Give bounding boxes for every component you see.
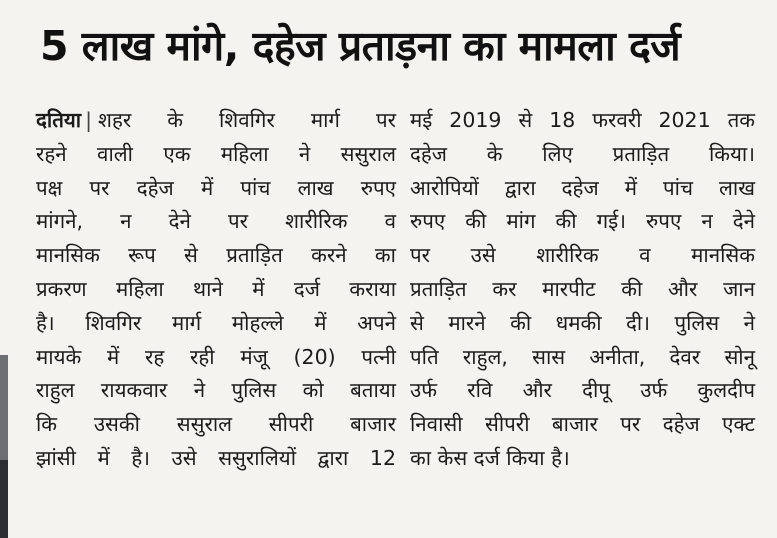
article-line: पर उसे शारीरिक व मानसिक [410,243,755,268]
dateline: दतिया [36,108,82,132]
article-line: पति राहुल, सास अनीता, देवर सोनू [410,344,755,369]
article-line: प्रताड़ित कर मारपीट की और जान [410,276,755,301]
article-line: मानसिक रूप से प्रताड़ित करने का [36,243,396,268]
article-line: है। शिवगिर मार्ग मोहल्ले में अपने [36,310,396,335]
article-line: रहने वाली एक महिला ने ससुराल [36,141,396,166]
article-line [36,104,396,138]
article-headline: 5 लाख मांगे, दहेज प्रताड़ना का मामला दर्ज [40,22,681,70]
article-column-left [36,104,396,476]
article-line: दहेज के लिए प्रताड़ित किया। [410,141,755,166]
article-line: झांसी में है। उसे ससुरालियों द्वारा 12 [36,445,396,470]
article-line: से मारने की धमकी दी। पुलिस ने [410,310,755,335]
article-line: मायके में रह रही मंजू (20) पत्नी [36,344,396,369]
article-text: शहर के शिवगिर मार्ग पर [98,108,396,132]
article-line: आरोपियों द्वारा दहेज में पांच लाख [410,175,755,200]
article-line: मांगने, न देने पर शारीरिक व [36,209,396,234]
dateline-separator: | [85,108,93,132]
article-line: उर्फ रवि और दीपू उर्फ कुलदीप [410,378,755,403]
article-column-right [410,104,755,476]
adjacent-photo-edge-dark [0,460,8,538]
article-line: प्रकरण महिला थाने में दर्ज कराया [36,276,396,301]
article-line: रुपए की मांग की गई। रुपए न देने [410,209,755,234]
article-line: का केस दर्ज किया है। [410,445,570,470]
article-line: पक्ष पर दहेज में पांच लाख रुपए [36,175,396,200]
article-line: राहुल रायकवार ने पुलिस को बताया [36,378,396,403]
article-line: निवासी सीपरी बाजार पर दहेज एक्ट [410,412,755,437]
article-line: कि उसकी ससुराल सीपरी बाजार [36,412,396,437]
article-line: मई 2019 से 18 फरवरी 2021 तक [410,108,755,132]
